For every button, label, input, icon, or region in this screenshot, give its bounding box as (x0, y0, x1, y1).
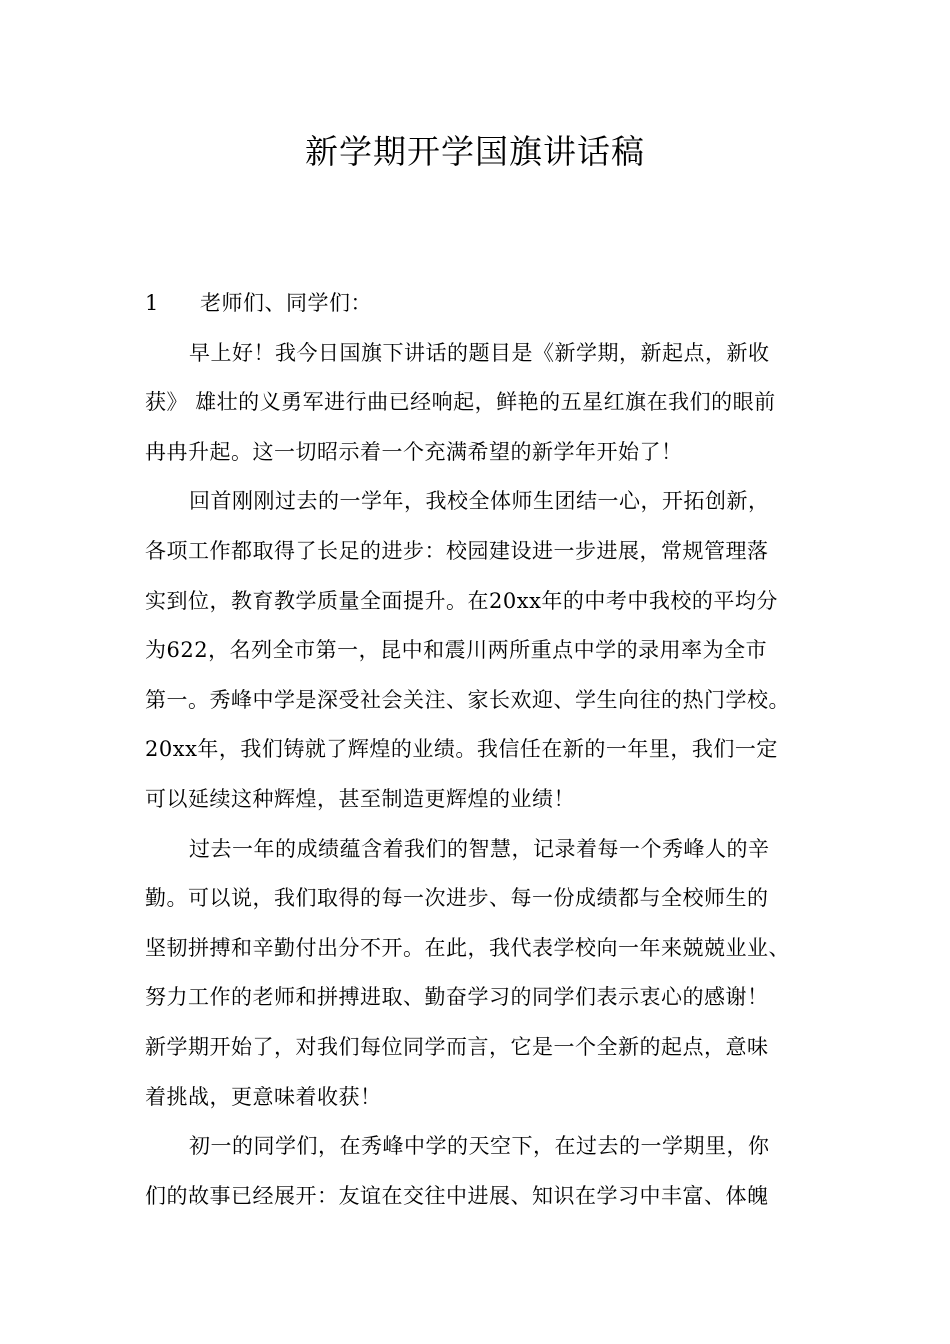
text-line: 着挑战，更意味着收获！ (145, 1084, 382, 1109)
text-line: 新学期开始了，对我们每位同学而言，它是一个全新的起点，意味 (145, 1034, 769, 1059)
document-title: 新学期开学国旗讲话稿 (305, 132, 645, 171)
text-line: 为622，名列全市第一，昆中和震川两所重点中学的录用率为全市 (145, 638, 768, 663)
text-line: 努力工作的老师和拼搏进取、勤奋学习的同学们表示衷心的感谢！ (145, 985, 769, 1010)
document-body (145, 284, 825, 1226)
text-line: 早上好！我今日国旗下讲话的题目是《新学期，新起点，新收 (189, 340, 770, 365)
text-line: 20xx年，我们铸就了辉煌的业绩。我信任在新的一年里，我们一定 (145, 737, 778, 762)
text-line: 实到位，教育教学质量全面提升。在20xx年的中考中我校的平均分 (145, 588, 778, 613)
text-line: 初一的同学们，在秀峰中学的天空下，在过去的一学期里，你 (189, 1134, 770, 1159)
text-line: 冉冉升起。这一切昭示着一个充满希望的新学年开始了！ (145, 439, 683, 464)
text-line: 第一。秀峰中学是深受社会关注、家长欢迎、学生向往的热门学校。 (145, 687, 790, 712)
text-line: 过去一年的成绩蕴含着我们的智慧，记录着每一个秀峰人的辛 (189, 836, 770, 861)
text-line: 勤。可以说，我们取得的每一次进步、每一份成绩都与全校师生的 (145, 886, 769, 911)
text-line: 坚韧拼搏和辛勤付出分不开。在此，我代表学校向一年来兢兢业业、 (145, 935, 790, 960)
text-line: 获》 雄壮的义勇军进行曲已经响起，鲜艳的五星红旗在我们的眼前 (145, 390, 776, 415)
greeting-line (145, 284, 825, 334)
text-line: 各项工作都取得了长足的进步：校园建设进一步进展，常规管理落 (145, 538, 769, 563)
greeting-text: 老师们、同学们： (200, 291, 372, 315)
text-line: 可以延续这种辉煌，甚至制造更辉煌的业绩！ (145, 786, 575, 811)
paragraph-number: 1 (145, 291, 159, 315)
text-line: 们的故事已经展开：友谊在交往中进展、知识在学习中丰富、体魄 (145, 1183, 769, 1208)
text-line: 回首刚刚过去的一学年，我校全体师生团结一心，开拓创新， (189, 489, 770, 514)
